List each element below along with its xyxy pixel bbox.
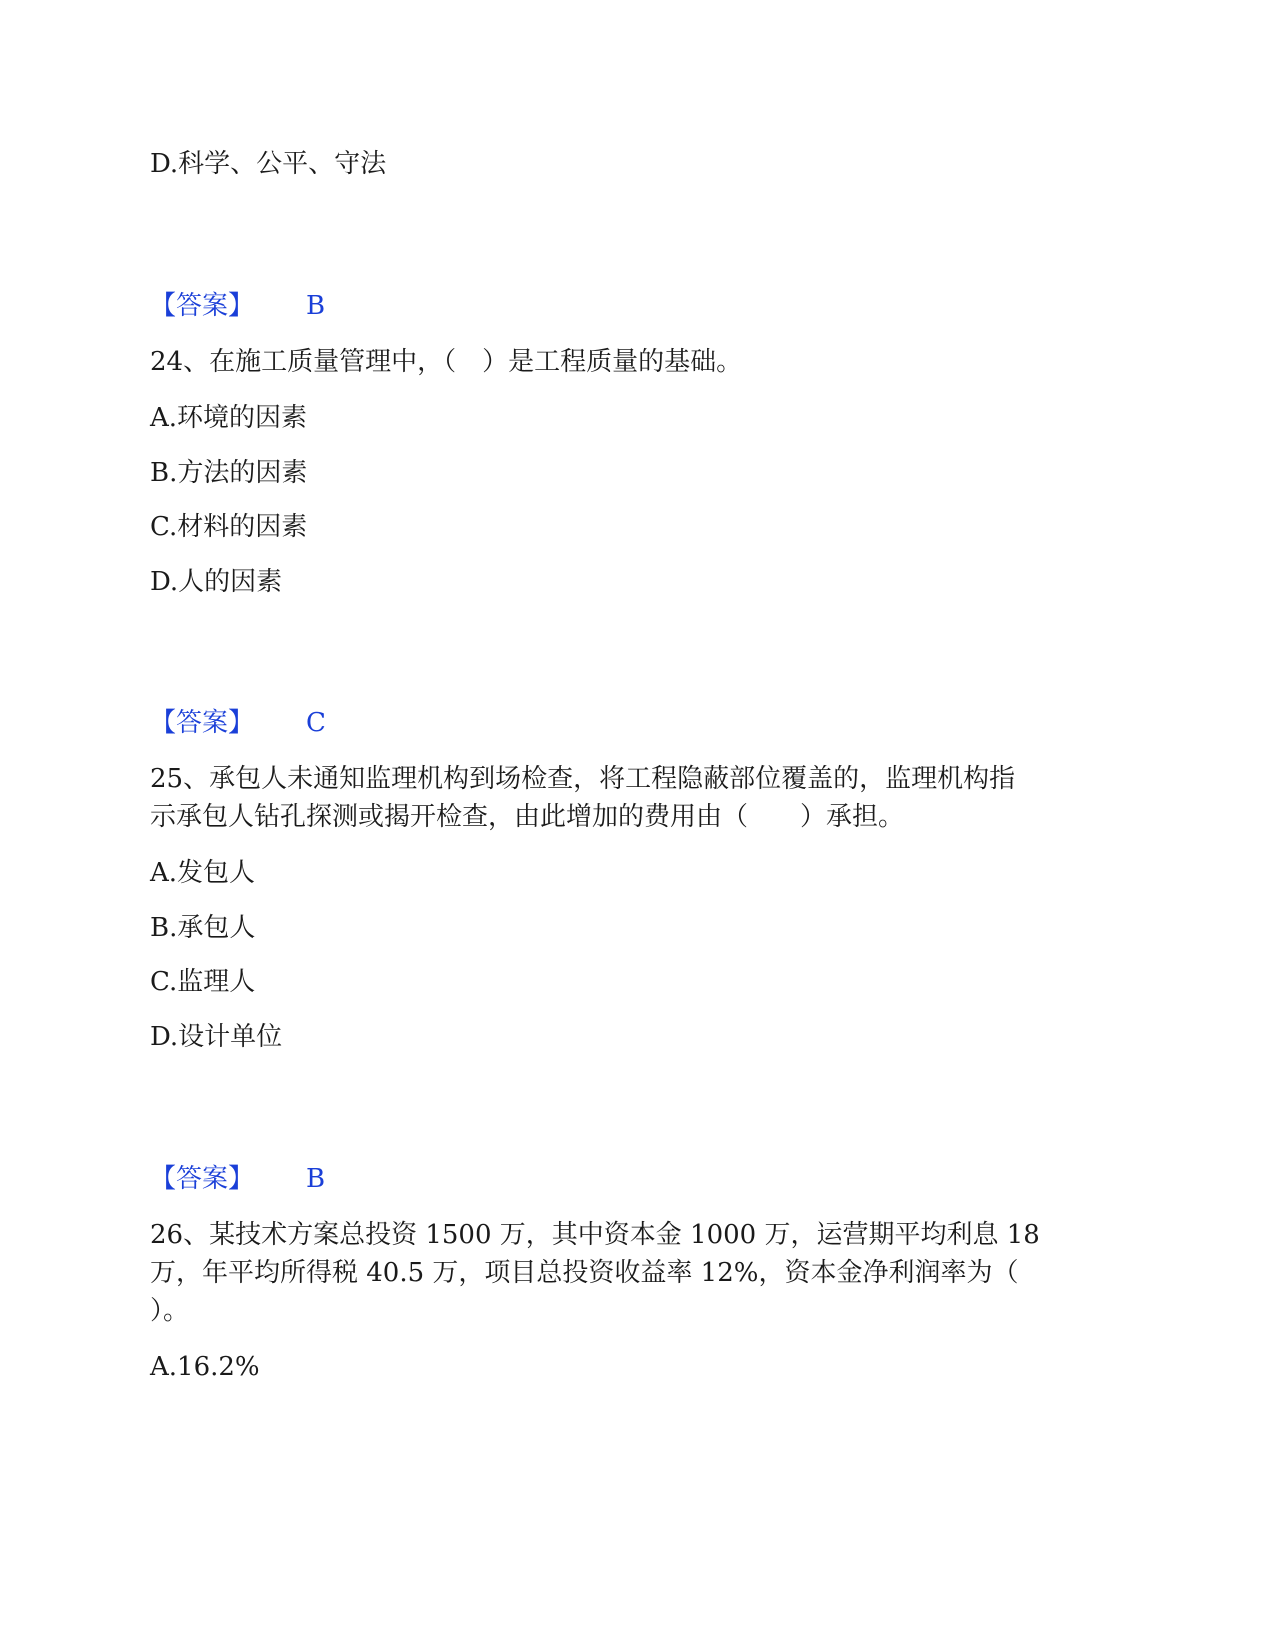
q26-stem-line3: ）。 (150, 1296, 190, 1326)
q24-option-d: D.人的因素 (150, 567, 283, 597)
answer-value: B (306, 1164, 326, 1194)
q25-option-c: C.监理人 (150, 967, 256, 997)
q25-option-a: A.发包人 (150, 858, 256, 888)
answer-value: B (306, 291, 326, 321)
q24-option-b: B.方法的因素 (150, 458, 308, 488)
answer-label: 【答案】 (150, 708, 255, 738)
answer-value: C (306, 708, 326, 738)
q24-option-c: C.材料的因素 (150, 512, 308, 542)
q25-answer (150, 1160, 325, 1198)
q23-option-d: D.科学、公平、守法 (150, 149, 387, 179)
q24-option-a: A.环境的因素 (150, 403, 308, 433)
answer-label: 【答案】 (150, 1164, 255, 1194)
q25-stem-line1: 25、承包人未通知监理机构到场检查，将工程隐蔽部位覆盖的，监理机构指 (150, 764, 1016, 794)
q26-stem-line2: 万，年平均所得税 40.5 万，项目总投资收益率 12%，资本金净利润率为（ (150, 1258, 1019, 1288)
q26-stem-line1: 26、某技术方案总投资 1500 万，其中资本金 1000 万，运营期平均利息 18 (150, 1220, 1040, 1250)
q24-answer (150, 704, 326, 742)
answer-label: 【答案】 (150, 291, 255, 321)
q25-stem-line2: 示承包人钻孔探测或揭开检查，由此增加的费用由（ ）承担。 (150, 802, 905, 832)
q25-option-d: D.设计单位 (150, 1022, 283, 1052)
q25-option-b: B.承包人 (150, 913, 256, 943)
q26-option-a: A.16.2% (150, 1352, 260, 1382)
q23-answer (150, 287, 325, 325)
q24-stem: 24、在施工质量管理中，（ ）是工程质量的基础。 (150, 347, 743, 377)
